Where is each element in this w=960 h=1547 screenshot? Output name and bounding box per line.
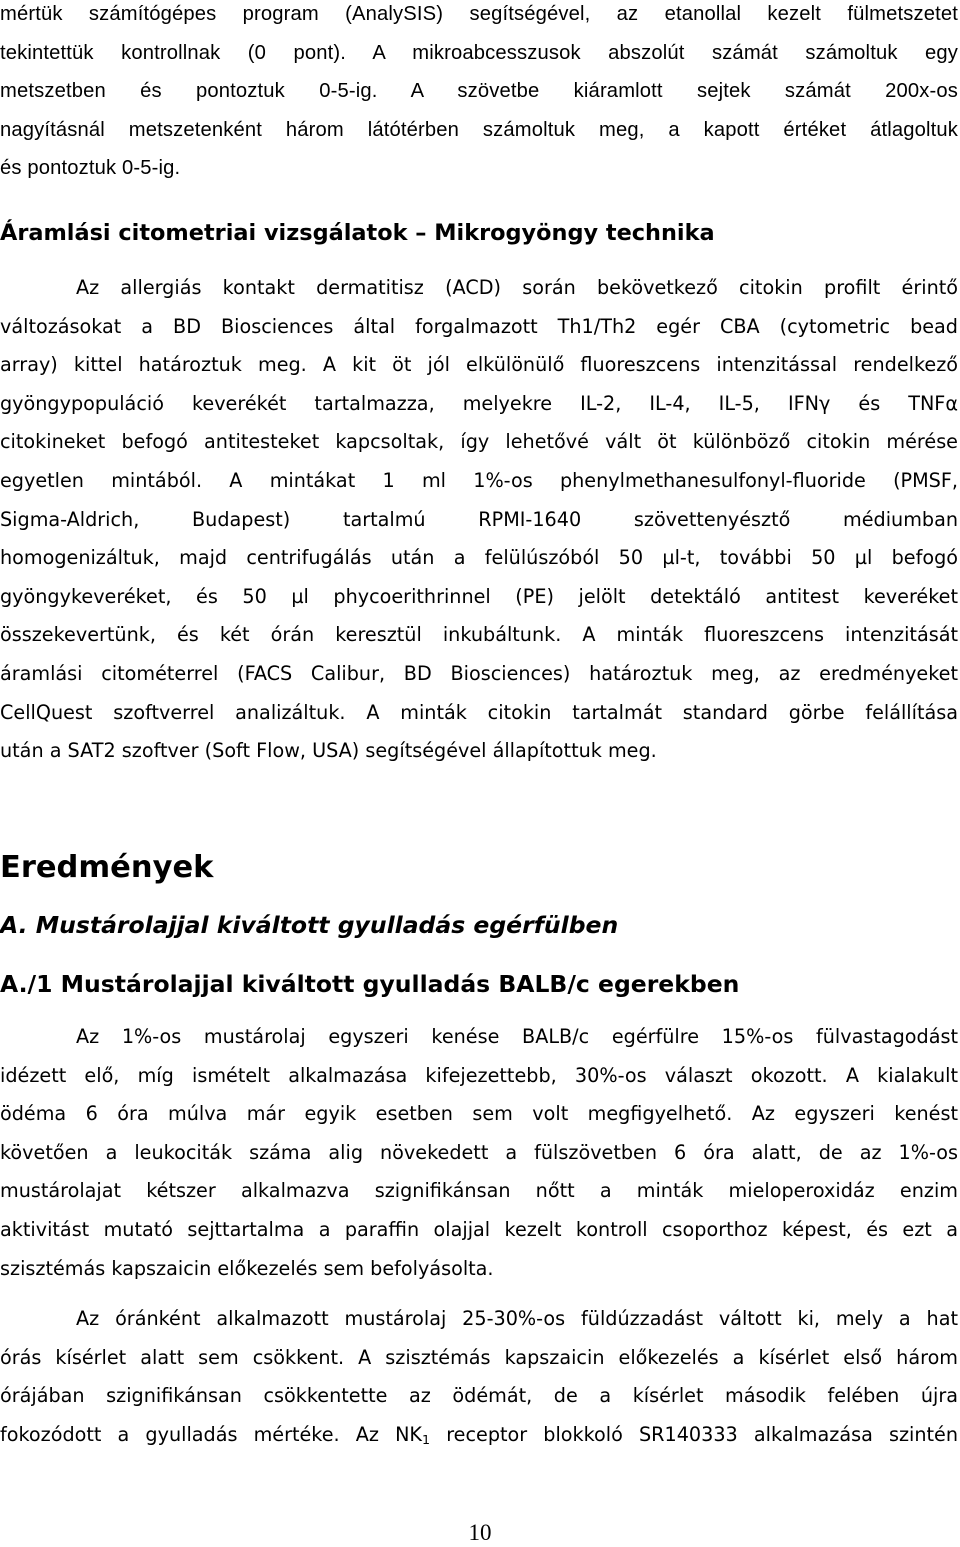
text-line: Sigma-Aldrich, Budapest) tartalmú RPMI-1640 szövettenyésztő médiumban	[0, 507, 958, 531]
text-line: órájában szignifikánsan csökkentette az ödémát, de a kísérlet második felében újra	[0, 1384, 958, 1408]
text-line: ödéma 6 óra múlva már egyik esetben sem volt megfigyelhető. Az egyszeri kenést	[0, 1102, 958, 1126]
text-line	[0, 1416, 958, 1455]
intro-paragraph	[0, 0, 958, 188]
text-line: mértük számítógépes program (AnalySIS) segítségével, az etanollal kezelt fülmetszetet	[0, 3, 958, 25]
text-line: szisztémás kapszaicin előkezelés sem befolyásolta.	[0, 1256, 494, 1280]
results-paragraph-1	[0, 1018, 958, 1288]
page-number: 10	[468, 1520, 492, 1545]
text-line: után a SAT2 szoftver (Soft Flow, USA) segítségével állapítottuk meg.	[0, 739, 657, 763]
text-line: CellQuest szoftverrel analizáltuk. A minták citokin tartalmát standard görbe felállítása	[0, 700, 958, 724]
text-line: áramlási citométerrel (FACS Calibur, BD Biosciences) határoztuk meg, az eredményeket	[0, 661, 958, 685]
text-fragment: fokozódott a gyulladás mértéke. Az NK	[0, 1422, 423, 1446]
text-line: idézett elő, míg ismételt alkalmazása kifejezettebb, 30%-os választ okozott. A kialakult	[0, 1063, 958, 1087]
text-line: változásokat a BD Biosciences által forgalmazott Th1/Th2 egér CBA (cytometric bead	[0, 314, 958, 338]
text-line: citokineket befogó antitesteket kapcsoltak, így lehetővé vált öt különböző citokin mérése	[0, 430, 958, 454]
methods-paragraph	[0, 269, 958, 771]
results-heading: Eredmények	[0, 850, 214, 885]
text-line: array) kittel határoztuk meg. A kit öt jól elkülönülő fluoreszcens intenzitással rendelkező	[0, 353, 958, 377]
text-line: gyöngypopuláció keverékét tartalmazza, melyekre IL-2, IL-4, IL-5, IFNγ és TNFα	[0, 391, 958, 415]
text-line: mustárolajat kétszer alkalmazva szignifikánsan nőtt a minták mieloperoxidáz enzim	[0, 1179, 958, 1203]
subheading-a1: A./1 Mustárolajjal kiváltott gyulladás BALB/c egerekben	[0, 970, 740, 998]
subheading-a: A. Mustárolajjal kiváltott gyulladás egérfülben	[0, 911, 619, 939]
results-paragraph-2	[0, 1300, 958, 1454]
text-line: tekintettük kontrollnak (0 pont). A mikroabcesszusok abszolút számát számoltuk egy	[0, 41, 958, 64]
text-line: metszetben és pontoztuk 0-5-ig. A szövetbe kiáramlott sejtek számát 200x-os	[0, 80, 958, 103]
text-line: Az óránként alkalmazott mustárolaj 25-30%-os füldúzzadást váltott ki, mely a hat	[76, 1307, 958, 1330]
section-heading: Áramlási citometriai vizsgálatok – Mikrogyöngy technika	[0, 220, 715, 246]
text-line: követően a leukociták száma alig növekedett a fülszövetben 6 óra alatt, de az 1%-os	[0, 1140, 958, 1164]
text-line: Az 1%-os mustárolaj egyszeri kenése BALB/c egérfülre 15%-os fülvastagodást	[76, 1025, 958, 1048]
text-line: Az allergiás kontakt dermatitisz (ACD) során bekövetkező citokin profilt érintő	[76, 276, 958, 299]
text-line: aktivitást mutató sejttartalma a paraffin olajjal kezelt kontroll csoporthoz képest, és ezt a	[0, 1217, 958, 1241]
text-line: homogenizáltuk, majd centrifugálás után a felülúszóból 50 µl-t, további 50 µl befogó	[0, 546, 958, 570]
text-line: gyöngykeveréket, és 50 µl phycoerithrinnel (PE) jelölt detektáló antitest keveréket	[0, 584, 958, 608]
text-line: összekevertünk, és két órán keresztül inkubáltunk. A minták fluoreszcens intenzitását	[0, 623, 958, 647]
text-line: órás kísérlet alatt sem csökkent. A szisztémás kapszaicin előkezelés a kísérlet első három	[0, 1345, 958, 1369]
text-line: és pontoztuk 0-5-ig.	[0, 157, 181, 180]
text-fragment: receptor blokkoló SR140333 alkalmazása szintén	[430, 1422, 958, 1446]
subscript: 1	[422, 1431, 431, 1447]
text-line: nagyításnál metszetenként három látótérben számoltuk meg, a kapott értéket átlagoltuk	[0, 118, 958, 141]
text-line: egyetlen mintából. A mintákat 1 ml 1%-os phenylmethanesulfonyl-fluoride (PMSF,	[0, 468, 958, 492]
